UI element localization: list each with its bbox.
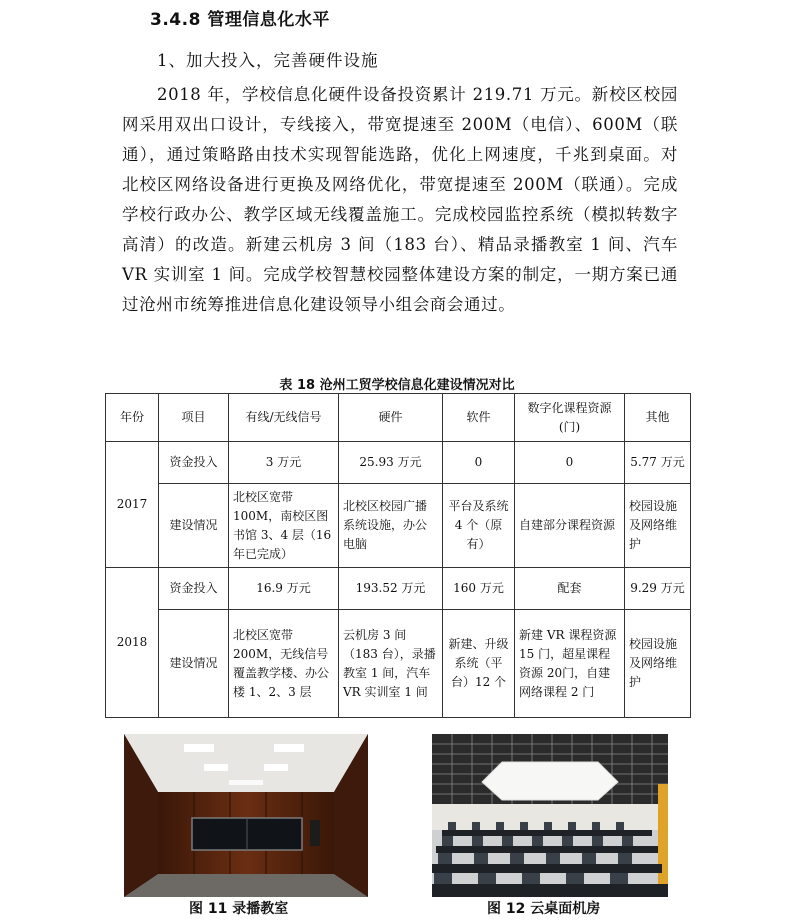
computer-room-photo [432, 734, 668, 897]
courses-cell: 新建 VR 课程资源 15 门，超星课程资源 20门，自建网络课程 2 门 [515, 610, 625, 718]
item-cell: 建设情况 [159, 610, 229, 718]
software-cell: 新建、升级系统（平台）12 个 [443, 610, 515, 718]
other-cell: 校园设施及网络维护 [625, 484, 691, 568]
item-cell: 资金投入 [159, 568, 229, 610]
header-cell: 项目 [159, 394, 229, 442]
table-caption: 表 18 沧州工贸学校信息化建设情况对比 [279, 378, 515, 393]
subheading: 1、加大投入，完善硬件设施 [157, 51, 379, 70]
software-cell: 160 万元 [443, 568, 515, 610]
table-row [106, 568, 691, 610]
year-cell: 2018 [106, 568, 159, 718]
figure-caption: 图 12 云桌面机房 [487, 901, 601, 917]
item-cell: 建设情况 [159, 484, 229, 568]
section-heading: 3.4.8 管理信息化水平 [150, 10, 330, 30]
header-cell: 软件 [443, 394, 515, 442]
signal-cell: 3 万元 [229, 442, 339, 484]
item-cell: 资金投入 [159, 442, 229, 484]
other-cell: 5.77 万元 [625, 442, 691, 484]
other-cell: 9.29 万元 [625, 568, 691, 610]
table-row [106, 484, 691, 568]
header-cell: 有线/无线信号 [229, 394, 339, 442]
signal-cell: 16.9 万元 [229, 568, 339, 610]
software-cell: 平台及系统 4 个（原有） [443, 484, 515, 568]
header-cell: 数字化课程资源(门) [515, 394, 625, 442]
paragraph-text: 2018 年，学校信息化硬件设备投资累计 219.71 万元。新校区校园网采用双出口设计，专线接入，带宽提速至 200M（电信）、600M（联通），通过策略路由技术实现智能选路，优化上网速度，千兆到桌面。对北校区网络设备进行更换及网络优化，带宽提速至 200M（联通）。完成学校行政办公、教学区域无线覆盖施工。完成校园监控系统（模拟转数字高清）的改造。新建云机房 3 间（183 台）、精品录播教室 1 间、汽车 VR 实训室 1 间。完成学校智慧校园整体建设方案的制定，一期方案已通过沧州市统筹推进信息化建设领导小组会商会通过。 [122, 85, 678, 314]
software-cell: 0 [443, 442, 515, 484]
hardware-cell: 25.93 万元 [339, 442, 443, 484]
courses-cell: 自建部分课程资源 [515, 484, 625, 568]
table-row [106, 442, 691, 484]
courses-cell: 配套 [515, 568, 625, 610]
hardware-cell: 北校区校园广播系统设施，办公电脑 [339, 484, 443, 568]
body-paragraph [122, 80, 678, 320]
year-cell: 2017 [106, 442, 159, 568]
header-cell: 其他 [625, 394, 691, 442]
header-cell: 硬件 [339, 394, 443, 442]
figure-caption: 图 11 录播教室 [189, 901, 289, 917]
table-row [106, 610, 691, 718]
signal-cell: 北校区宽带 200M，无线信号覆盖教学楼、办公楼 1、2、3 层 [229, 610, 339, 718]
signal-cell: 北校区宽带 100M，南校区图书馆 3、4 层（16 年已完成） [229, 484, 339, 568]
other-cell: 校园设施及网络维护 [625, 610, 691, 718]
hardware-cell: 云机房 3 间（183 台），录播教室 1 间，汽车 VR 实训室 1 间 [339, 610, 443, 718]
hardware-cell: 193.52 万元 [339, 568, 443, 610]
recording-classroom-photo [124, 734, 368, 897]
table-header-row [106, 394, 691, 442]
courses-cell: 0 [515, 442, 625, 484]
header-cell: 年份 [106, 394, 159, 442]
info-table [105, 393, 691, 718]
